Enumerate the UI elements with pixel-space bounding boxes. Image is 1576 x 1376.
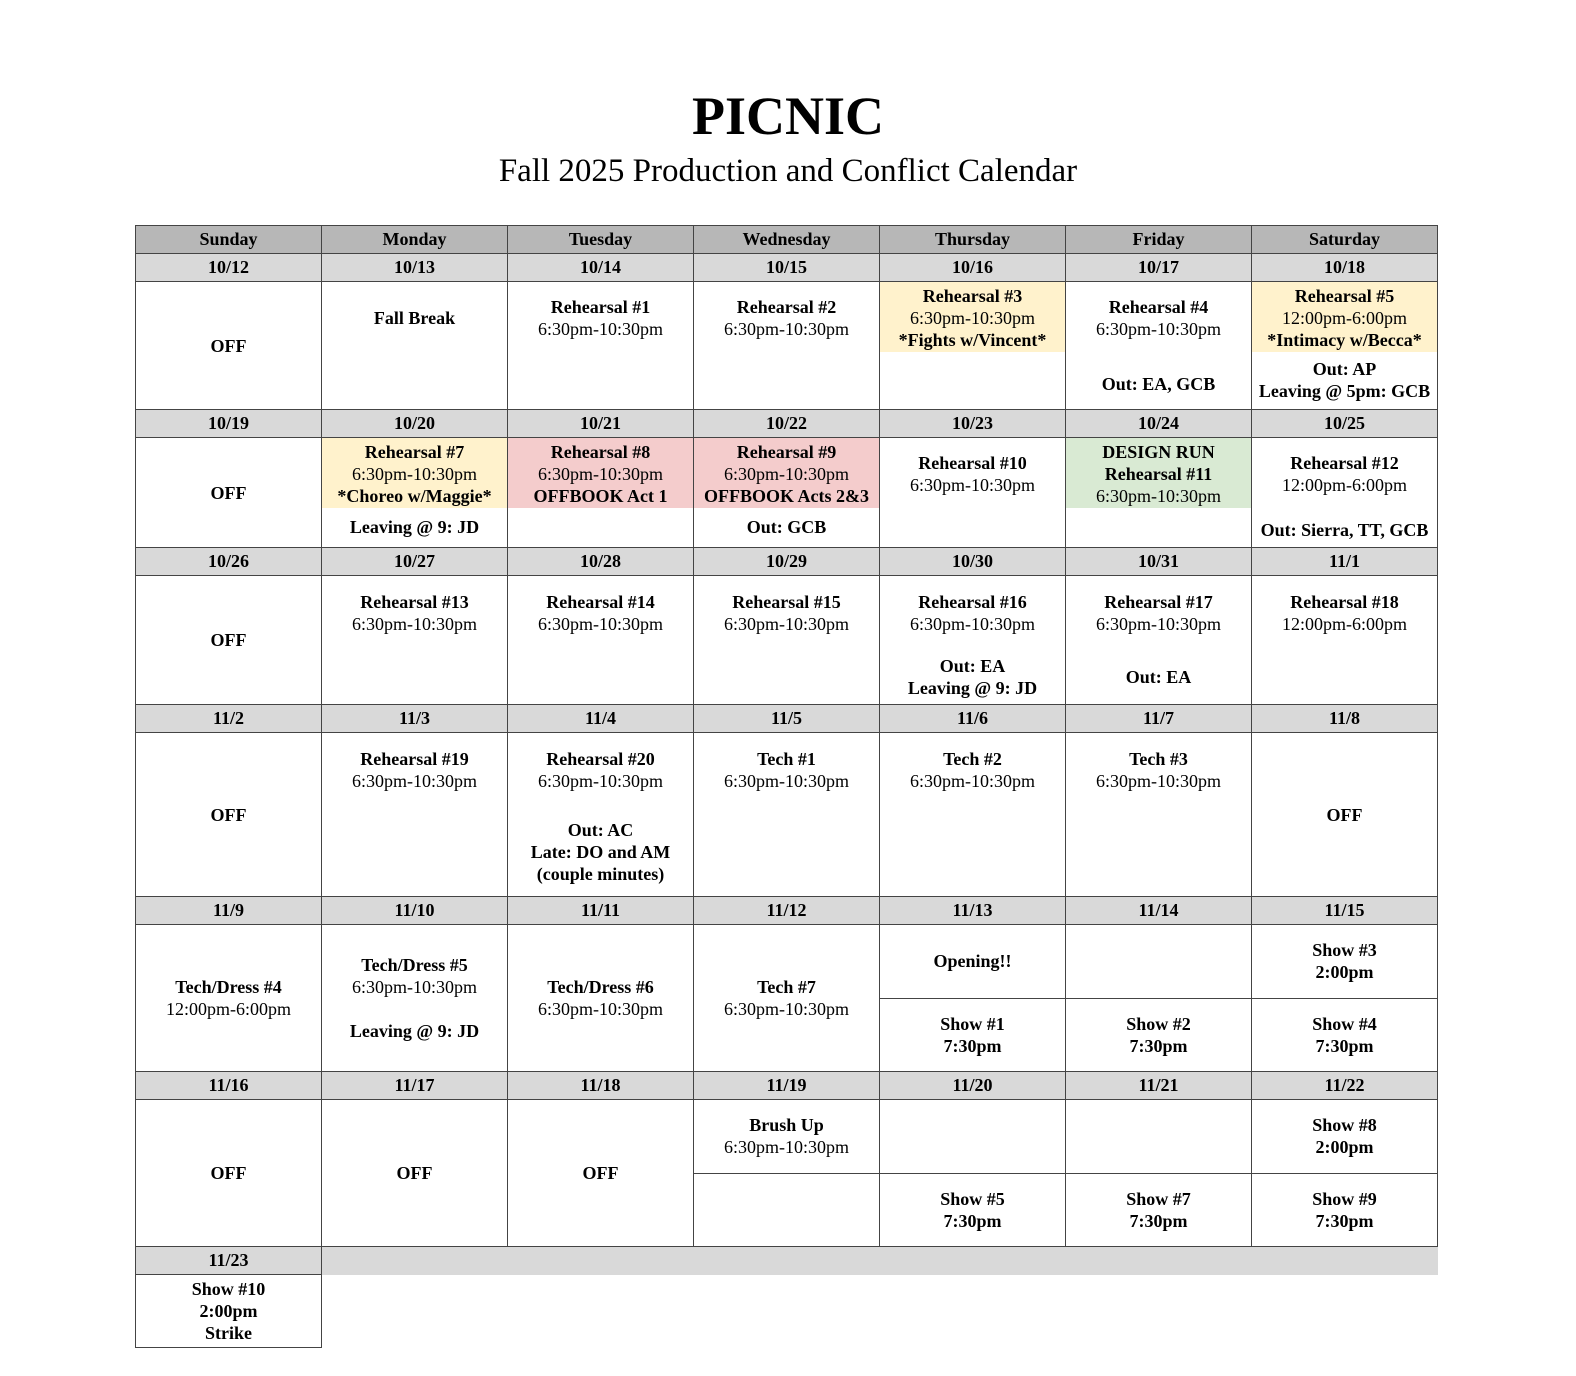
day-cell — [694, 438, 880, 548]
event-title: Rehearsal #19 — [360, 749, 469, 769]
day-cell — [1066, 925, 1252, 1072]
event-title: Rehearsal #17 — [1104, 592, 1213, 612]
event-title: Rehearsal #12 — [1290, 453, 1399, 473]
event-time: 6:30pm-10:30pm — [724, 999, 849, 1019]
event-time: 6:30pm-10:30pm — [538, 464, 663, 484]
date-cell: 11/20 — [880, 1072, 1066, 1100]
show-title: Show #1 — [940, 1013, 1005, 1034]
conflict-note: Late: DO and AM — [530, 842, 671, 862]
day-cell — [694, 1100, 880, 1247]
show-block — [1252, 1100, 1437, 1174]
event-title: Rehearsal #16 — [918, 592, 1027, 612]
date-cell: 10/23 — [880, 410, 1066, 438]
show-block — [1066, 999, 1251, 1072]
date-cell: 10/22 — [694, 410, 880, 438]
calendar-table — [135, 225, 1438, 1348]
date-cell: 11/3 — [322, 705, 508, 733]
day-cell — [1066, 1100, 1252, 1247]
date-cell: 11/4 — [508, 705, 694, 733]
event-time: 6:30pm-10:30pm — [910, 308, 1035, 328]
off-label: OFF — [210, 482, 247, 503]
event-title: Rehearsal #7 — [364, 442, 465, 462]
event-title: Fall Break — [373, 308, 456, 328]
week-2-body-row — [136, 438, 1438, 548]
blank-area — [322, 1275, 1438, 1348]
show-block — [1252, 999, 1437, 1072]
event-time: 6:30pm-10:30pm — [724, 1137, 849, 1158]
event-time: 6:30pm-10:30pm — [538, 999, 663, 1019]
date-cell: 10/16 — [880, 254, 1066, 282]
show-title: Show #2 — [1126, 1013, 1191, 1034]
show-title: Show #3 — [1312, 940, 1377, 961]
date-cell: 11/22 — [1252, 1072, 1438, 1100]
date-cell: 10/19 — [136, 410, 322, 438]
week-1-dates-row — [136, 254, 1438, 282]
event-title: Rehearsal #18 — [1290, 592, 1399, 612]
date-cell: 10/13 — [322, 254, 508, 282]
event-time: 6:30pm-10:30pm — [910, 614, 1035, 634]
event-title: Tech #1 — [757, 749, 816, 769]
weekday-header-row — [136, 226, 1438, 254]
highlight-block — [1066, 438, 1251, 508]
event-time: 6:30pm-10:30pm — [1096, 319, 1221, 339]
event-time: 6:30pm-10:30pm — [352, 771, 477, 791]
empty-slot — [1066, 1100, 1251, 1174]
event-time: 6:30pm-10:30pm — [538, 319, 663, 339]
day-cell — [136, 733, 322, 897]
event-note: OFFBOOK Act 1 — [533, 486, 668, 506]
event-title: Tech #2 — [943, 749, 1002, 769]
event-time: 12:00pm-6:00pm — [1282, 475, 1407, 495]
show-title: Show #5 — [940, 1188, 1005, 1209]
week-1-body-row — [136, 282, 1438, 410]
off-label: OFF — [582, 1163, 619, 1183]
show-title: Show #9 — [1312, 1188, 1377, 1209]
blank-area — [322, 1247, 1438, 1275]
day-cell — [136, 1275, 322, 1348]
date-cell: 11/10 — [322, 897, 508, 925]
weekday-sunday: Sunday — [136, 226, 322, 254]
event-title: Brush Up — [749, 1115, 824, 1136]
conflict-note: Leaving @ 9: JD — [907, 678, 1038, 698]
week-4-body-row — [136, 733, 1438, 897]
event-title: Tech/Dress #6 — [547, 977, 654, 997]
empty-slot — [1066, 925, 1251, 999]
day-cell — [508, 438, 694, 548]
event-title: Tech #7 — [757, 977, 816, 997]
show-time: 2:00pm — [199, 1301, 258, 1321]
show-time: 2:00pm — [1315, 1137, 1374, 1158]
event-title: Rehearsal #13 — [360, 592, 469, 612]
day-cell — [322, 438, 508, 548]
date-cell: 11/19 — [694, 1072, 880, 1100]
conflict-note: (couple minutes) — [536, 864, 665, 884]
day-cell — [1252, 282, 1438, 410]
week-3-body-row — [136, 576, 1438, 705]
week-6-dates-row — [136, 1072, 1438, 1100]
day-cell — [1066, 282, 1252, 410]
event-time: 6:30pm-10:30pm — [724, 614, 849, 634]
event-note: OFFBOOK Acts 2&3 — [704, 486, 869, 506]
conflict-note: Out: Sierra, TT, GCB — [1260, 520, 1429, 540]
date-cell: 11/23 — [136, 1247, 322, 1275]
day-cell — [1252, 576, 1438, 705]
day-cell — [136, 576, 322, 705]
date-cell: 10/12 — [136, 254, 322, 282]
day-cell — [880, 576, 1066, 705]
show-time: 7:30pm — [943, 1210, 1002, 1231]
event-time: 6:30pm-10:30pm — [724, 771, 849, 791]
day-cell — [508, 733, 694, 897]
week-7-body-row — [136, 1275, 1438, 1348]
date-cell: 11/5 — [694, 705, 880, 733]
event-time: 12:00pm-6:00pm — [166, 999, 291, 1019]
show-time: 7:30pm — [943, 1035, 1002, 1056]
date-cell: 11/11 — [508, 897, 694, 925]
off-label: OFF — [210, 1163, 247, 1183]
day-cell — [322, 282, 508, 410]
date-cell: 11/13 — [880, 897, 1066, 925]
weekday-saturday: Saturday — [1252, 226, 1438, 254]
highlight-block — [1252, 282, 1437, 352]
date-cell: 11/21 — [1066, 1072, 1252, 1100]
off-label: OFF — [396, 1163, 433, 1183]
event-time: 6:30pm-10:30pm — [910, 475, 1035, 495]
event-title: Rehearsal #14 — [546, 592, 655, 612]
show-time: 7:30pm — [1315, 1035, 1374, 1056]
show-block — [1066, 1174, 1251, 1247]
day-cell — [322, 733, 508, 897]
date-cell: 10/20 — [322, 410, 508, 438]
date-cell: 10/14 — [508, 254, 694, 282]
day-cell — [694, 576, 880, 705]
date-cell: 10/24 — [1066, 410, 1252, 438]
show-block — [880, 1174, 1065, 1247]
date-cell: 11/6 — [880, 705, 1066, 733]
event-time: 6:30pm-10:30pm — [1096, 614, 1221, 634]
day-cell — [136, 438, 322, 548]
date-cell: 10/26 — [136, 548, 322, 576]
date-cell: 11/14 — [1066, 897, 1252, 925]
show-title: Show #7 — [1126, 1188, 1191, 1209]
date-cell: 10/27 — [322, 548, 508, 576]
show-time: 7:30pm — [1129, 1035, 1188, 1056]
show-title: Show #10 — [191, 1279, 266, 1299]
date-cell: 11/15 — [1252, 897, 1438, 925]
event-time: 6:30pm-10:30pm — [1096, 771, 1221, 791]
conflict-note: Leaving @ 5pm: GCB — [1258, 381, 1431, 401]
event-note: *Intimacy w/Becca* — [1267, 330, 1422, 350]
day-cell — [508, 576, 694, 705]
date-cell: 11/16 — [136, 1072, 322, 1100]
week-3-dates-row — [136, 548, 1438, 576]
event-title: Rehearsal #20 — [546, 749, 655, 769]
day-cell — [694, 925, 880, 1072]
day-cell — [1252, 438, 1438, 548]
week-4-dates-row — [136, 705, 1438, 733]
weekday-monday: Monday — [322, 226, 508, 254]
date-cell: 10/30 — [880, 548, 1066, 576]
event-title: Tech #3 — [1129, 749, 1188, 769]
day-cell — [508, 925, 694, 1072]
show-block — [1252, 925, 1437, 999]
date-cell: 10/25 — [1252, 410, 1438, 438]
day-cell — [322, 925, 508, 1072]
date-cell: 11/18 — [508, 1072, 694, 1100]
day-cell — [136, 282, 322, 410]
day-cell — [1066, 733, 1252, 897]
event-time: 12:00pm-6:00pm — [1282, 308, 1407, 328]
day-cell — [880, 282, 1066, 410]
day-cell — [322, 1100, 508, 1247]
conflict-note: Out: EA, GCB — [1101, 374, 1216, 394]
week-2-dates-row — [136, 410, 1438, 438]
event-time: 12:00pm-6:00pm — [1282, 614, 1407, 634]
week-5-body-row — [136, 925, 1438, 1072]
event-time: 6:30pm-10:30pm — [724, 319, 849, 339]
event-title: Tech/Dress #4 — [175, 977, 282, 997]
day-cell — [1252, 925, 1438, 1072]
off-label: OFF — [210, 630, 247, 650]
strike-label: Strike — [205, 1323, 252, 1343]
event-time: 6:30pm-10:30pm — [538, 771, 663, 791]
day-cell — [880, 733, 1066, 897]
day-cell — [1066, 438, 1252, 548]
week-5-dates-row — [136, 897, 1438, 925]
date-cell: 11/8 — [1252, 705, 1438, 733]
event-block — [694, 1100, 879, 1174]
event-time: 6:30pm-10:30pm — [352, 464, 477, 484]
highlight-block — [508, 438, 693, 508]
date-cell: 10/15 — [694, 254, 880, 282]
day-cell — [880, 925, 1066, 1072]
day-cell — [880, 1100, 1066, 1247]
conflict-note: Out: EA — [1125, 667, 1192, 687]
day-cell — [1252, 733, 1438, 897]
date-cell: 10/28 — [508, 548, 694, 576]
date-cell: 11/2 — [136, 705, 322, 733]
conflict-note: Leaving @ 9: JD — [349, 1021, 480, 1041]
date-cell: 11/1 — [1252, 548, 1438, 576]
event-title: Rehearsal #8 — [550, 442, 651, 462]
weekday-friday: Friday — [1066, 226, 1252, 254]
conflict-note: Leaving @ 9: JD — [349, 517, 480, 537]
off-label: OFF — [210, 804, 247, 825]
highlight-block — [880, 282, 1065, 352]
event-title: Rehearsal #5 — [1294, 286, 1395, 306]
day-cell — [322, 576, 508, 705]
event-title: Rehearsal #3 — [922, 286, 1023, 306]
event-time: 6:30pm-10:30pm — [910, 771, 1035, 791]
empty-slot — [694, 1174, 879, 1247]
date-cell: 10/29 — [694, 548, 880, 576]
event-title: Tech/Dress #5 — [361, 955, 468, 975]
highlight-block — [322, 438, 507, 508]
event-title: Rehearsal #11 — [1104, 464, 1213, 484]
event-time: 6:30pm-10:30pm — [352, 614, 477, 634]
off-label: OFF — [1326, 804, 1363, 825]
day-cell — [136, 925, 322, 1072]
date-cell: 10/31 — [1066, 548, 1252, 576]
highlight-block — [694, 438, 879, 508]
day-cell — [1252, 1100, 1438, 1247]
weekday-tuesday: Tuesday — [508, 226, 694, 254]
empty-slot — [880, 1100, 1065, 1174]
event-title: Rehearsal #10 — [918, 453, 1027, 473]
day-cell — [1066, 576, 1252, 705]
day-cell — [694, 733, 880, 897]
show-time: 7:30pm — [1315, 1210, 1374, 1231]
conflict-note: Out: AP — [1312, 359, 1377, 379]
event-time: 6:30pm-10:30pm — [724, 464, 849, 484]
event-pre: DESIGN RUN — [1102, 442, 1215, 462]
day-cell — [508, 282, 694, 410]
conflict-note: Out: EA — [939, 656, 1006, 676]
show-block — [1252, 1174, 1437, 1247]
day-cell — [508, 1100, 694, 1247]
event-time: 6:30pm-10:30pm — [352, 977, 477, 997]
date-cell: 11/12 — [694, 897, 880, 925]
event-title: Rehearsal #1 — [550, 297, 651, 317]
opening-label: Opening!! — [880, 925, 1065, 999]
page-title: PICNIC — [691, 86, 884, 146]
event-title: Rehearsal #15 — [732, 592, 841, 612]
event-title: Rehearsal #2 — [736, 297, 837, 317]
event-time: 6:30pm-10:30pm — [538, 614, 663, 634]
event-note: *Fights w/Vincent* — [898, 330, 1047, 350]
show-block — [880, 999, 1065, 1072]
date-cell: 11/9 — [136, 897, 322, 925]
event-title: Rehearsal #4 — [1108, 297, 1209, 317]
show-time: 7:30pm — [1129, 1210, 1188, 1231]
off-label: OFF — [210, 335, 247, 356]
day-cell — [136, 1100, 322, 1247]
event-note: *Choreo w/Maggie* — [337, 486, 492, 506]
conflict-note: Out: GCB — [746, 517, 827, 537]
event-time: 6:30pm-10:30pm — [1096, 486, 1221, 506]
date-cell: 10/17 — [1066, 254, 1252, 282]
weekday-wednesday: Wednesday — [694, 226, 880, 254]
date-cell: 11/17 — [322, 1072, 508, 1100]
conflict-note: Out: AC — [567, 820, 634, 840]
show-title: Show #8 — [1312, 1115, 1377, 1136]
week-7-dates-row — [136, 1247, 1438, 1275]
show-time: 2:00pm — [1315, 962, 1374, 983]
weekday-thursday: Thursday — [880, 226, 1066, 254]
date-cell: 10/21 — [508, 410, 694, 438]
show-title: Show #4 — [1312, 1013, 1377, 1034]
date-cell: 11/7 — [1066, 705, 1252, 733]
date-cell: 10/18 — [1252, 254, 1438, 282]
event-title: Rehearsal #9 — [736, 442, 837, 462]
week-6-body-row — [136, 1100, 1438, 1247]
day-cell — [880, 438, 1066, 548]
page-subtitle: Fall 2025 Production and Conflict Calendar — [498, 153, 1078, 189]
day-cell — [694, 282, 880, 410]
